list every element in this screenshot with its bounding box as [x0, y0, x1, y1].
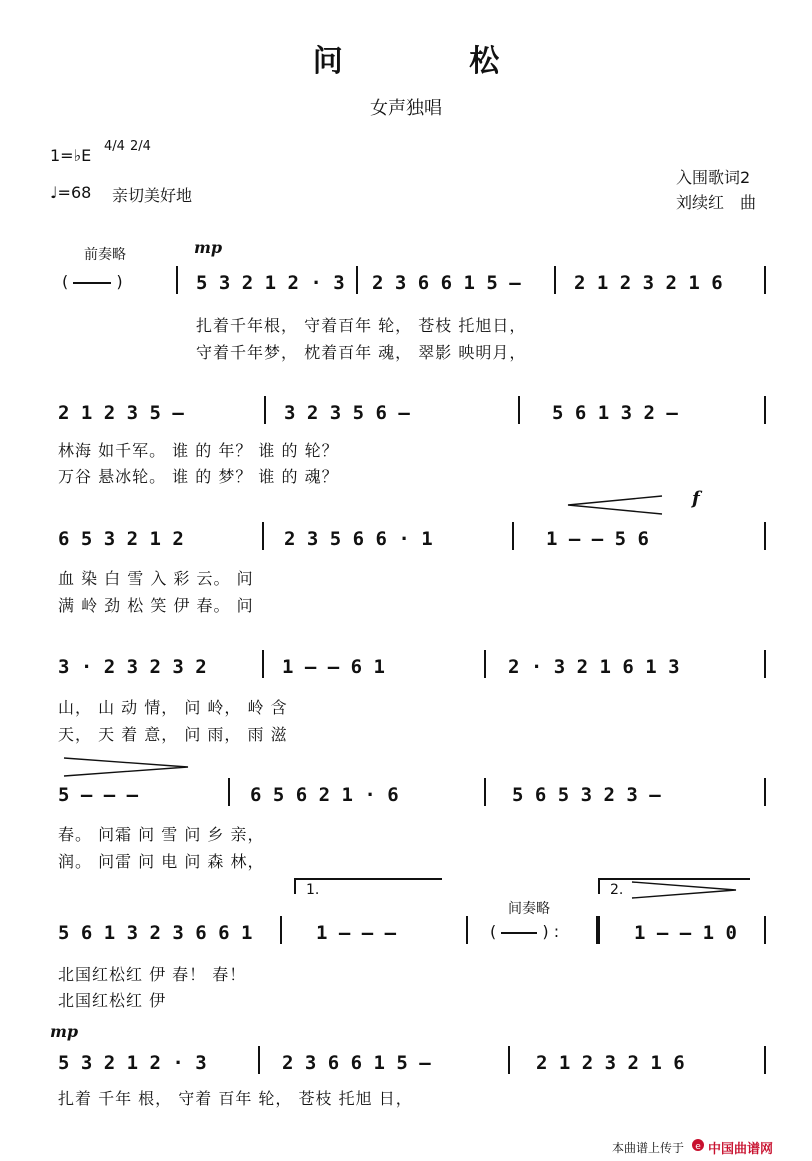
barline: [764, 1046, 766, 1074]
system-5-measure-3: 5 6 5 3 2 3 –: [512, 784, 661, 806]
repeat-end-bar: [596, 916, 600, 944]
barline: [356, 266, 358, 294]
system-7-measure-2: 2 3 6 6 1 5 –: [282, 1052, 431, 1074]
key-signature: 1=♭E: [50, 146, 92, 165]
barline: [484, 778, 486, 806]
system-6-lyrics-verse-2: 北国红松红 伊: [58, 991, 167, 1010]
expression-marking: 亲切美好地: [112, 186, 193, 205]
system-7-measure-1: 5 3 2 1 2 · 3: [58, 1052, 207, 1074]
barline: [262, 650, 264, 678]
repeat-start-bar: [176, 266, 178, 294]
system-4-lyrics-verse-1: 山， 山 动 情， 问 岭， 岭 含: [58, 698, 288, 717]
prelude-label: 前奏略: [84, 247, 126, 263]
barline: [258, 1046, 260, 1074]
barline: [280, 916, 282, 944]
dynamic-mp-2: mp: [50, 1022, 79, 1041]
barline: [764, 396, 766, 424]
system-3-measure-1: 6 5 3 2 1 2: [58, 528, 184, 550]
system-2-measure-1: 2 1 2 3 5 –: [58, 402, 184, 424]
system-5-measure-2: 6 5 6 2 1 · 6: [250, 784, 399, 806]
prelude-bracket: ( ): [62, 272, 123, 291]
crescendo-hairpin-1: [566, 494, 666, 516]
decrescendo-hairpin-2: [630, 880, 740, 900]
system-1-lyrics-verse-2: 守着千年梦， 枕着百年 魂， 翠影 映明月，: [196, 343, 527, 362]
system-6-measure-3: 1 – – 1 0: [634, 922, 737, 944]
system-2-lyrics-verse-1: 林海 如千军。 谁 的 年？ 谁 的 轮？: [58, 441, 339, 460]
system-4-measure-2: 1 – – 6 1: [282, 656, 385, 678]
system-6-measure-1: 5 6 1 3 2 3 6 6 1: [58, 922, 253, 944]
system-1-measure-1: 5 3 2 1 2 · 3: [196, 272, 345, 294]
barline: [466, 916, 468, 944]
system-2-measure-3: 5 6 1 3 2 –: [552, 402, 678, 424]
system-1-measure-3: 2 1 2 3 2 1 6: [574, 272, 723, 294]
system-5-measure-1: 5 – – –: [58, 784, 139, 806]
system-4-measure-1: 3 · 2 3 2 3 2: [58, 656, 207, 678]
system-5-lyrics-verse-2: 润。 问雷 问 电 问 森 林，: [58, 852, 265, 871]
footer-site-name[interactable]: 中国曲谱网: [708, 1142, 774, 1157]
system-6-measure-2: 1 – – –: [316, 922, 397, 944]
system-4-measure-3: 2 · 3 2 1 6 1 3: [508, 656, 680, 678]
barline: [264, 396, 266, 424]
barline: [764, 522, 766, 550]
system-7-measure-3: 2 1 2 3 2 1 6: [536, 1052, 685, 1074]
barline: [554, 266, 556, 294]
composer-credit: 刘续红 曲: [676, 193, 757, 212]
dynamic-f: f: [692, 488, 700, 509]
decrescendo-hairpin-1: [62, 756, 192, 778]
lyricist-credit: 入围歌词2: [676, 168, 751, 187]
system-2-measure-2: 3 2 3 5 6 –: [284, 402, 410, 424]
system-7-lyrics-verse-1: 扎着 千年 根， 守着 百年 轮， 苍枝 托旭 日，: [58, 1089, 413, 1108]
song-subtitle: 女声独唱: [370, 98, 442, 119]
barline: [262, 522, 264, 550]
barline: [764, 916, 766, 944]
volta-1-label: 1.: [306, 882, 320, 898]
time-signature-2: 2/4: [130, 139, 151, 154]
system-6-lyrics-verse-1: 北国红松红 伊 春！ 春！: [58, 965, 247, 984]
system-2-lyrics-verse-2: 万谷 悬冰轮。 谁 的 梦？ 谁 的 魂？: [58, 467, 339, 486]
system-1-measure-2: 2 3 6 6 1 5 –: [372, 272, 521, 294]
system-3-measure-2: 2 3 5 6 6 · 1: [284, 528, 433, 550]
dynamic-mp-1: mp: [194, 238, 223, 257]
system-3-lyrics-verse-2: 满 岭 劲 松 笑 伊 春。 问: [58, 596, 254, 615]
time-signature-1: 4/4: [104, 139, 125, 154]
barline: [518, 396, 520, 424]
interlude-bracket: ( ) :: [490, 922, 560, 941]
svg-text:e: e: [695, 1142, 701, 1152]
song-title: 问 松: [312, 44, 558, 79]
system-4-lyrics-verse-2: 天， 天 着 意， 问 雨， 雨 滋: [58, 725, 288, 744]
footer-upload-text: 本曲谱上传于: [612, 1141, 685, 1155]
barline: [508, 1046, 510, 1074]
barline: [512, 522, 514, 550]
interlude-label: 间奏略: [508, 901, 550, 917]
barline: [764, 778, 766, 806]
site-logo-icon: [690, 1137, 706, 1151]
system-5-lyrics-verse-1: 春。 问霜 问 雪 问 乡 亲，: [58, 825, 265, 844]
tempo-marking: ♩=68: [50, 183, 92, 202]
system-3-measure-3: 1 – – 5 6: [546, 528, 649, 550]
volta-2-label: 2.: [610, 882, 624, 898]
system-1-lyrics-verse-1: 扎着千年根， 守着百年 轮， 苍枝 托旭日，: [196, 316, 527, 335]
barline: [764, 266, 766, 294]
barline: [764, 650, 766, 678]
system-3-lyrics-verse-1: 血 染 白 雪 入 彩 云。 问: [58, 569, 254, 588]
barline: [228, 778, 230, 806]
barline: [484, 650, 486, 678]
